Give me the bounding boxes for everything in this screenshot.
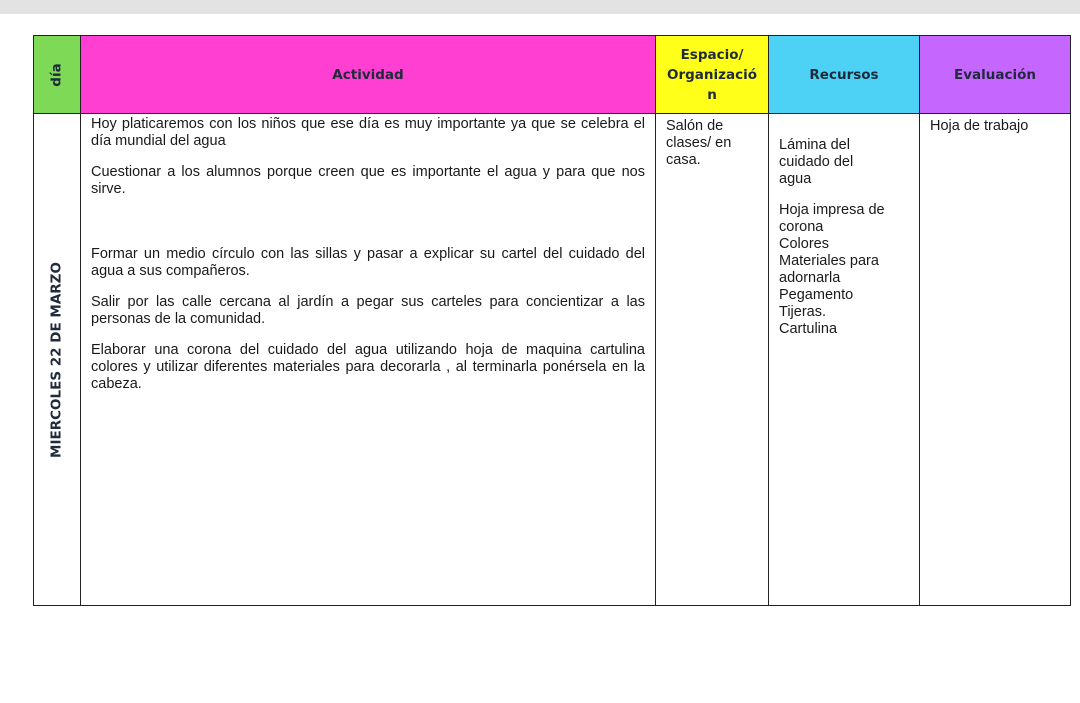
activity-paragraph: Cuestionar a los alumnos porque creen que es importante el agua y para que nos sirve. bbox=[91, 164, 645, 197]
espacio-line: Salón de bbox=[666, 118, 724, 134]
header-espacio-line2: Organizació bbox=[666, 66, 758, 83]
actividad-cell bbox=[81, 114, 656, 606]
activity-paragraph: Elaborar una corona del cuidado del agua utilizando hoja de maquina cartulina colores y utilizar diferentes materiales para decorarla , al terminarla ponérsela en la cabeza. bbox=[91, 342, 645, 392]
day-cell bbox=[34, 114, 81, 606]
day-label: MIERCOLES 22 DE MARZO bbox=[48, 261, 65, 458]
resource-line: Cartulina bbox=[779, 321, 838, 337]
resource-line: corona bbox=[779, 219, 824, 235]
evaluacion-cell bbox=[920, 114, 1071, 606]
activity-paragraph: Hoy platicaremos con los niños que ese día es muy importante ya que se celebra el día mundial del agua bbox=[91, 116, 645, 149]
header-dia-label: día bbox=[49, 62, 65, 87]
resource-line: agua bbox=[779, 171, 812, 187]
top-bar bbox=[0, 0, 1080, 14]
activity-paragraph: Salir por las calle cercana al jardín a pegar sus carteles para concientizar a las personas de la comunidad. bbox=[91, 294, 645, 327]
resource-line: Colores bbox=[779, 236, 829, 252]
resource-line: cuidado del bbox=[779, 154, 854, 170]
resource-line: Tijeras. bbox=[779, 304, 826, 320]
evaluacion-text: Hoja de trabajo bbox=[930, 118, 1029, 134]
header-espacio-line1: Espacio/ bbox=[680, 46, 744, 63]
header-row bbox=[34, 36, 1071, 114]
resource-line: Hoja impresa de bbox=[779, 202, 885, 218]
header-recursos: Recursos bbox=[769, 36, 920, 114]
table-row bbox=[34, 114, 1071, 606]
resource-line: Lámina del bbox=[779, 137, 850, 153]
resource-line: Materiales para bbox=[779, 253, 879, 269]
header-espacio bbox=[656, 36, 769, 114]
resource-line: Pegamento bbox=[779, 287, 854, 303]
espacio-cell bbox=[656, 114, 769, 606]
header-espacio-line3: n bbox=[707, 86, 717, 103]
recursos-cell bbox=[769, 114, 920, 606]
lesson-plan-table bbox=[33, 35, 1071, 606]
resource-line: adornarla bbox=[779, 270, 841, 286]
header-dia bbox=[34, 36, 81, 114]
header-evaluacion: Evaluación bbox=[920, 36, 1071, 114]
espacio-line: casa. bbox=[666, 152, 701, 168]
activity-paragraph: Formar un medio círculo con las sillas y pasar a explicar su cartel del cuidado del agua a sus compañeros. bbox=[91, 246, 645, 279]
espacio-line: clases/ en bbox=[666, 135, 732, 151]
header-actividad: Actividad bbox=[81, 36, 656, 114]
